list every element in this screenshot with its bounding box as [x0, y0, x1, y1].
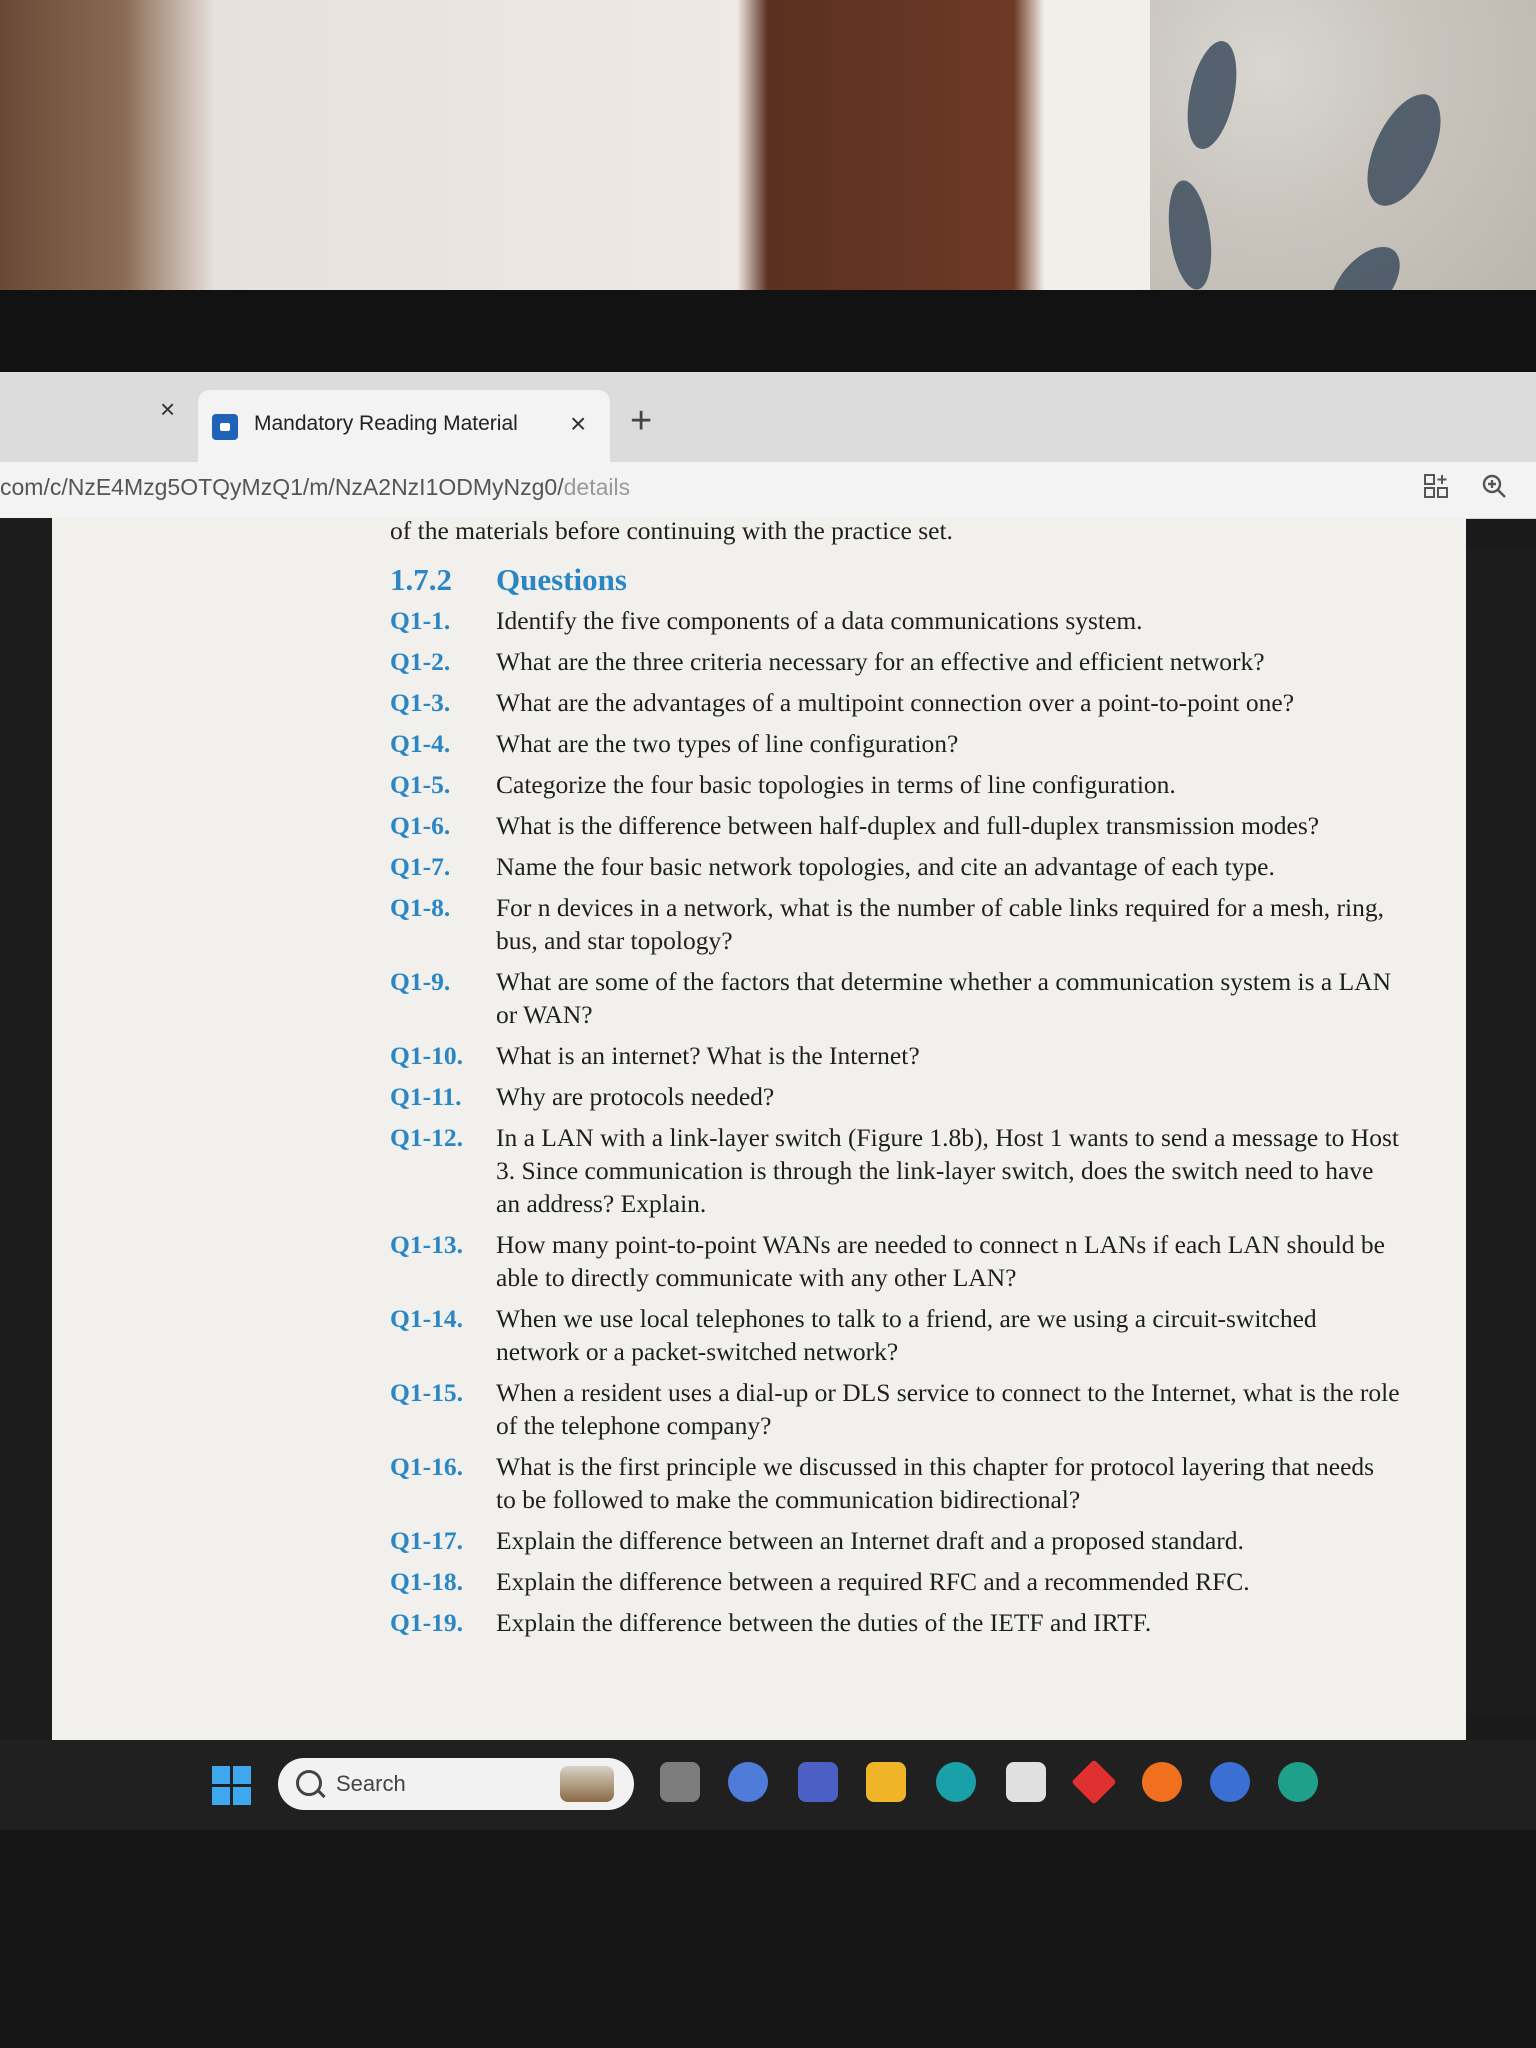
question-text: What is an internet? What is the Internet? — [496, 1041, 920, 1070]
app-grid-icon[interactable] — [1422, 472, 1452, 502]
question-item — [390, 1080, 1400, 1113]
question-number: Q1-10. — [390, 1041, 463, 1070]
question-number: Q1-1. — [390, 606, 451, 635]
question-item — [390, 1302, 1400, 1368]
taskbar — [0, 1740, 1536, 1830]
url-text[interactable]: com/c/NzE4Mzg5OTQyMzQ1/m/NzA2NzI1ODMyNzg0/details — [0, 474, 631, 500]
question-item — [390, 1524, 1400, 1557]
question-item — [390, 1121, 1400, 1220]
app-diamond-icon[interactable] — [1071, 1759, 1116, 1804]
question-number: Q1-8. — [390, 893, 451, 922]
question-item — [390, 1565, 1400, 1598]
question-number: Q1-16. — [390, 1452, 463, 1481]
tab-title: Mandatory Reading Material — [254, 412, 518, 435]
question-text: In a LAN with a link-layer switch (Figure 1.8b), Host 1 wants to send a message to Host 3. Since communication is through the link-layer switch, does the switch need to have an address? Explain. — [496, 1123, 1399, 1218]
search-icon — [296, 1770, 322, 1796]
laptop-body — [0, 1830, 1536, 2048]
question-text: What is the difference between half-duplex and full-duplex transmission modes? — [496, 811, 1320, 840]
question-text: How many point-to-point WANs are needed to connect n LANs if each LAN should be able to directly communicate with any other LAN? — [496, 1230, 1385, 1292]
question-number: Q1-4. — [390, 729, 451, 758]
tab-mandatory-reading[interactable] — [198, 390, 610, 470]
question-item — [390, 965, 1400, 1031]
question-item — [390, 891, 1400, 957]
question-number: Q1-12. — [390, 1123, 463, 1152]
question-number: Q1-17. — [390, 1526, 463, 1555]
section-heading — [390, 563, 1400, 596]
question-item — [390, 1376, 1400, 1442]
question-number: Q1-13. — [390, 1230, 463, 1259]
edge-dev-icon[interactable] — [1278, 1762, 1318, 1802]
question-number: Q1-18. — [390, 1567, 463, 1596]
question-number: Q1-2. — [390, 647, 451, 676]
zoom-in-icon[interactable] — [1480, 472, 1510, 502]
section-number: 1.7.2 — [390, 562, 452, 597]
question-text: Explain the difference between the duties of the IETF and IRTF. — [496, 1608, 1152, 1637]
tab-close-icon[interactable]: × — [570, 408, 587, 439]
question-item — [390, 1606, 1400, 1639]
firefox-icon[interactable] — [1142, 1762, 1182, 1802]
question-number: Q1-11. — [390, 1082, 462, 1111]
question-item — [390, 1228, 1400, 1294]
classroom-favicon-icon — [212, 414, 238, 440]
sync-icon[interactable] — [1210, 1762, 1250, 1802]
question-item — [390, 768, 1400, 801]
copilot-icon[interactable] — [728, 1762, 768, 1802]
search-label: Search — [336, 1771, 406, 1796]
question-number: Q1-15. — [390, 1378, 463, 1407]
question-text: When we use local telephones to talk to a friend, are we using a circuit-switched network or a packet-switched network? — [496, 1304, 1317, 1366]
address-bar[interactable] — [0, 462, 1536, 519]
question-item — [390, 686, 1400, 719]
new-tab-button[interactable]: + — [630, 400, 653, 442]
question-item — [390, 645, 1400, 678]
question-item — [390, 1039, 1400, 1072]
question-item — [390, 727, 1400, 760]
document-content — [390, 514, 1400, 1647]
question-item — [390, 850, 1400, 883]
section-title: Questions — [496, 562, 627, 597]
viewer-right-margin — [1466, 548, 1536, 1718]
question-text: Name the four basic network topologies, and cite an advantage of each type. — [496, 852, 1275, 881]
question-text: What are the three criteria necessary for an effective and efficient network? — [496, 647, 1265, 676]
question-text: For n devices in a network, what is the number of cable links required for a mesh, ring, bus, and star topology? — [496, 893, 1385, 955]
question-text: What are the advantages of a multipoint connection over a point-to-point one? — [496, 688, 1295, 717]
question-item — [390, 604, 1400, 637]
question-number: Q1-7. — [390, 852, 451, 881]
viewer-left-margin — [0, 518, 52, 1740]
question-number: Q1-3. — [390, 688, 451, 717]
question-text: Identify the five components of a data communications system. — [496, 606, 1143, 635]
question-number: Q1-5. — [390, 770, 451, 799]
file-explorer-icon[interactable] — [866, 1762, 906, 1802]
question-text: Explain the difference between an Internet draft and a proposed standard. — [496, 1526, 1244, 1555]
question-text: When a resident uses a dial-up or DLS service to connect to the Internet, what is the role of the telephone company? — [496, 1378, 1400, 1440]
question-text: Categorize the four basic topologies in terms of line configuration. — [496, 770, 1176, 799]
question-item — [390, 809, 1400, 842]
question-text: Explain the difference between a required RFC and a recommended RFC. — [496, 1567, 1250, 1596]
question-number: Q1-6. — [390, 811, 451, 840]
windows-start-icon[interactable] — [212, 1766, 252, 1806]
question-text: What are the two types of line configuration? — [496, 729, 959, 758]
teams-icon[interactable] — [798, 1762, 838, 1802]
edge-icon[interactable] — [936, 1762, 976, 1802]
question-text: What are some of the factors that determine whether a communication system is a LAN or WAN? — [496, 967, 1392, 1029]
task-view-icon[interactable] — [660, 1762, 700, 1802]
question-text: What is the first principle we discussed in this chapter for protocol layering that needs to be followed to make the communication bidirectional? — [496, 1452, 1375, 1514]
monitor-bezel — [0, 290, 1536, 380]
store-icon[interactable] — [1006, 1762, 1046, 1802]
intro-text: of the materials before continuing with the practice set. — [390, 516, 953, 545]
question-item — [390, 1450, 1400, 1516]
question-number: Q1-9. — [390, 967, 451, 996]
question-text: Why are protocols needed? — [496, 1082, 775, 1111]
previous-tab-close-icon[interactable]: × — [160, 394, 176, 424]
search-highlight-image — [560, 1766, 614, 1802]
question-number: Q1-19. — [390, 1608, 463, 1637]
taskbar-search-box[interactable] — [278, 1758, 634, 1810]
question-number: Q1-14. — [390, 1304, 463, 1333]
question-list — [390, 604, 1400, 1639]
